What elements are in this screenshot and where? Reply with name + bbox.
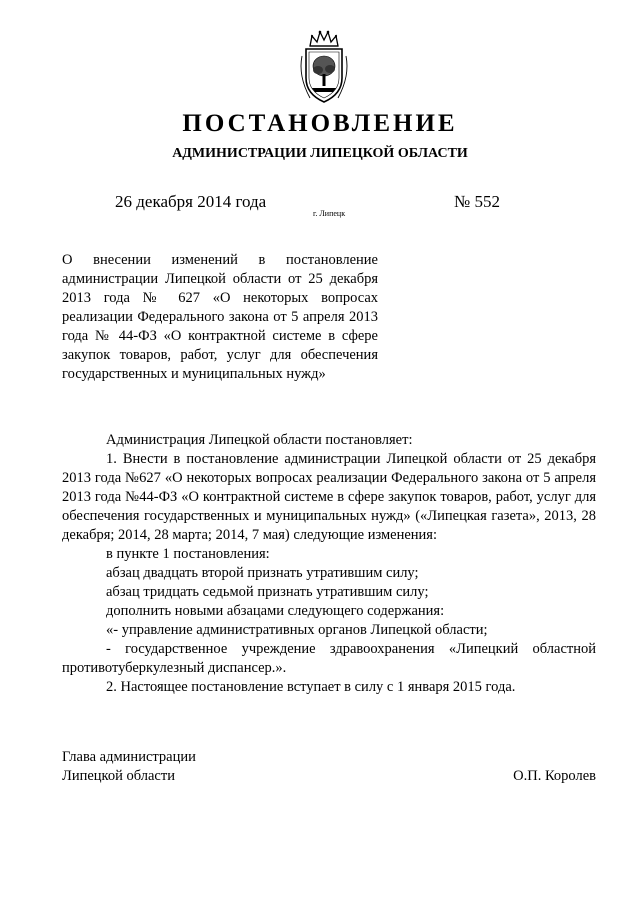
body-paragraph: в пункте 1 постановления: — [106, 546, 270, 562]
body-paragraph: - государственное учреждение здравоохранения «Липецкий областной противотуберкулезный диспансер.». — [62, 641, 596, 676]
document-title: ПОСТАНОВЛЕНИЕ — [182, 110, 458, 137]
body-paragraph: абзац тридцать седьмой признать утратившим силу; — [106, 584, 429, 600]
signatory-name: О.П. Королев — [513, 768, 596, 784]
body-paragraph: абзац двадцать второй признать утратившим силу; — [106, 565, 419, 581]
coat-of-arms-emblem — [296, 28, 352, 106]
body-paragraph: «- управление административных органов Липецкой области; — [106, 622, 488, 638]
document-date: 26 декабря 2014 года — [115, 192, 267, 211]
document-body — [62, 431, 596, 697]
body-paragraph: 1. Внести в постановление администрации Липецкой области от 25 декабря 2013 года №627 «О некоторых вопросах реализации Федерального закона от 5 апреля 2013 года №44-ФЗ «О контрактной системе в сфере закупок товаров, работ, услуг для обеспечения государственных и муниципальных нужд» («Липецкая газета», 2013, 28 декабря; 2014, 28 марта; 2014, 7 мая) следующие изменения: — [62, 451, 596, 543]
signature-block — [62, 748, 596, 786]
body-paragraph: Администрация Липецкой области постановляет: — [106, 432, 413, 448]
body-paragraph: 2. Настоящее постановление вступает в силу с 1 января 2015 года. — [106, 679, 516, 695]
signatory-position-line1: Глава администрации — [62, 749, 196, 765]
document-subject: О внесении изменений в постановление администрации Липецкой области от 25 декабря 2013 года № 627 «О некоторых вопросах реализации Федерального закона от 5 апреля 2013 года № 44-ФЗ «О контрактной системе в сфере закупок товаров, работ, услуг для обеспечения государственных и муниципальных нужд» — [62, 252, 378, 382]
document-number: № 552 — [454, 192, 500, 211]
signatory-position-line2: Липецкой области — [62, 768, 175, 784]
body-paragraph: дополнить новыми абзацами следующего содержания: — [106, 603, 445, 619]
issuing-authority: АДМИНИСТРАЦИИ ЛИПЕЦКОЙ ОБЛАСТИ — [172, 146, 468, 161]
document-city: г. Липецк — [313, 209, 346, 218]
